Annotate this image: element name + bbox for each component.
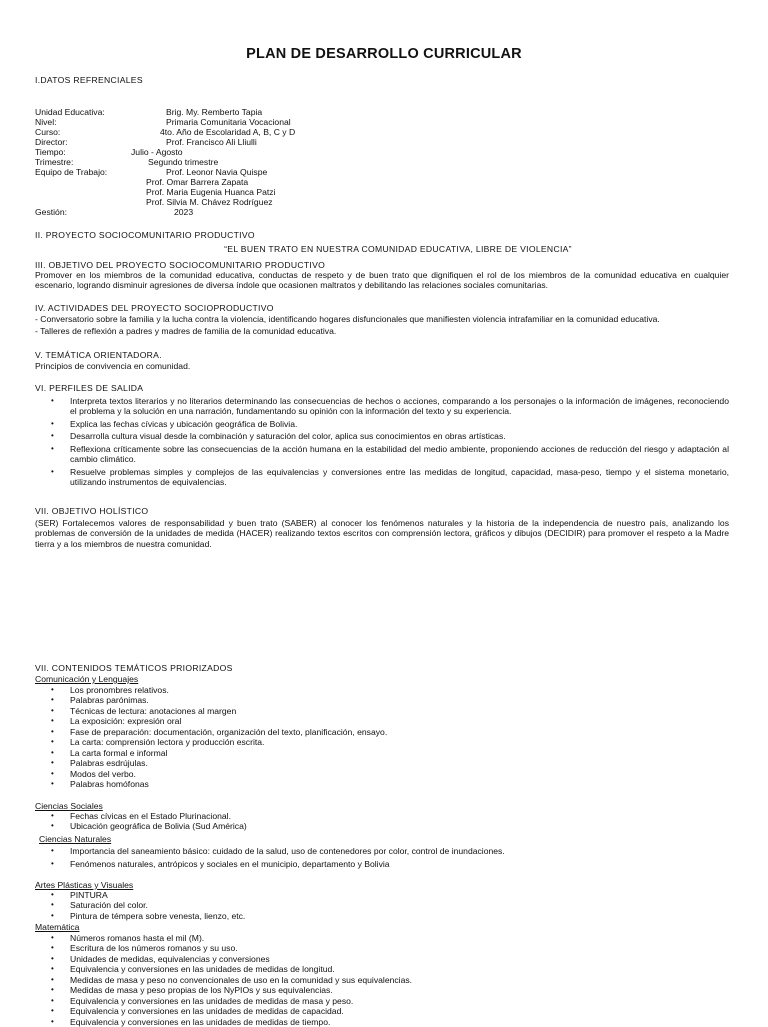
area-list	[35, 811, 247, 832]
list-item: • Desarrolla cultura visual desde la combinación y saturación del color, aplica sus conocimientos en obras artísticas.	[35, 431, 729, 441]
value-equipo-2: Prof. Omar Barrera Zapata	[146, 177, 249, 187]
list-item: • Fechas cívicas en el Estado Plurinacional.	[35, 811, 247, 821]
list-item: • Fenómenos naturales, antrópicos y sociales en el municipio, departamento y Bolivia	[35, 859, 505, 869]
list-item: • Resuelve problemas simples y complejos de las equivalencias y conversiones entre las medidas de longitud, capacidad, masa-peso, tiempo y el sistema monetario, utilizando instrumentos de equivalencias.	[35, 467, 729, 488]
list-item: • Medidas de masa y peso propias de los NyPIOs y sus equivalencias.	[35, 985, 412, 995]
list-item: • Saturación del color.	[35, 900, 245, 910]
section-datos-heading: I.DATOS REFRENCIALES	[35, 75, 143, 85]
list-item: • Escritura de los números romanos y su uso.	[35, 943, 412, 953]
value-curso: 4to. Año de Escolaridad A, B, C y D	[160, 127, 296, 137]
value-equipo-1: Prof. Leonor Navia Quispe	[166, 167, 268, 177]
section-actividades-heading: IV. ACTIVIDADES DEL PROYECTO SOCIOPRODUCTIVO	[35, 303, 274, 313]
list-item: • Interpreta textos literarios y no literarios determinando las consecuencias de hechos o acciones, comparando a los personajes o la información de imágenes, reconociendo el problema y la solución en una narración, fundamentando su opinión con la información del texto y su experiencia.	[35, 396, 729, 417]
area-heading: Comunicación y Lenguajes	[35, 674, 139, 684]
value-nivel: Primaria Comunitaria Vocacional	[166, 117, 291, 127]
area-list	[35, 685, 387, 790]
list-item: • PINTURA	[35, 890, 245, 900]
section-objetivo-heading: III. OBJETIVO DEL PROYECTO SOCIOCOMUNITARIO PRODUCTIVO	[35, 260, 326, 270]
list-item: • Equivalencia y conversiones en las unidades de medidas de capacidad.	[35, 1006, 412, 1016]
label-director: Director:	[35, 137, 68, 147]
value-equipo-4: Prof. Silvia M. Chávez Rodríguez	[146, 197, 273, 207]
value-director: Prof. Francisco Ali Lliulli	[166, 137, 257, 147]
list-item: • Equivalencia y conversiones en las unidades de medidas de masa y peso.	[35, 996, 412, 1006]
list-item: • Equivalencia y conversiones en las unidades de medidas de tiempo.	[35, 1017, 412, 1027]
area-heading: Ciencias Sociales	[35, 801, 103, 811]
list-item: • Modos del verbo.	[35, 769, 387, 779]
label-gestion: Gestión:	[35, 207, 68, 217]
label-curso: Curso:	[35, 127, 61, 137]
value-tiempo: Julio - Agosto	[131, 147, 183, 157]
section-tematica-heading: V. TEMÁTICA ORIENTADORA.	[35, 350, 162, 360]
perfiles-list	[35, 396, 729, 488]
list-item: • Explica las fechas cívicas y ubicación geográfica de Bolivia.	[35, 419, 729, 429]
area-list	[35, 890, 245, 921]
label-trimestre: Trimestre:	[35, 157, 74, 167]
actividad-item: - Talleres de reflexión a padres y madres de familia de la comunidad educativa.	[35, 326, 337, 336]
list-item: • La carta: comprensión lectora y producción escrita.	[35, 737, 387, 747]
list-item: • La exposición: expresión oral	[35, 716, 387, 726]
area-list	[35, 933, 412, 1027]
value-equipo-3: Prof. Maria Eugenia Huanca Patzi	[146, 187, 276, 197]
list-item: • Medidas de masa y peso no convencionales de uso en la comunidad y sus equivalencias.	[35, 975, 412, 985]
list-item: • Importancia del saneamiento básico: cuidado de la salud, uso de contenedores por color, control de inundaciones.	[35, 846, 505, 856]
list-item: • Palabras parónimas.	[35, 695, 387, 705]
label-equipo: Equipo de Trabajo:	[35, 167, 108, 177]
section-perfiles-heading: VI. PERFILES DE SALIDA	[35, 383, 144, 393]
value-gestion: 2023	[174, 207, 194, 217]
proyecto-title: “EL BUEN TRATO EN NUESTRA COMUNIDAD EDUCATIVA, LIBRE DE VIOLENCIA”	[224, 244, 572, 254]
list-item: • Palabras esdrújulas.	[35, 758, 387, 768]
list-item: • Unidades de medidas, equivalencias y conversiones	[35, 954, 412, 964]
list-item: • Ubicación geográfica de Bolivia (Sud América)	[35, 821, 247, 831]
tematica-text: Principios de convivencia en comunidad.	[35, 361, 191, 371]
value-unidad: Brig. My. Remberto Tapia	[166, 107, 263, 117]
list-item: • Palabras homófonas	[35, 779, 387, 789]
section-proyecto-heading: II. PROYECTO SOCIOCOMUNITARIO PRODUCTIVO	[35, 230, 255, 240]
area-heading: Artes Plásticas y Visuales	[35, 880, 134, 890]
list-item: • Números romanos hasta el mil (M).	[35, 933, 412, 943]
section-holistico-heading: VII. OBJETIVO HOLÍSTICO	[35, 506, 149, 516]
area-list	[35, 846, 505, 870]
actividad-item: - Conversatorio sobre la familia y la lucha contra la violencia, identificando hogares disfuncionales que manifiesten violencia intrafamiliar en la comunidad educativa.	[35, 314, 660, 324]
list-item: • Técnicas de lectura: anotaciones al margen	[35, 706, 387, 716]
list-item: • Fase de preparación: documentación, organización del texto, planificación, ensayo.	[35, 727, 387, 737]
objetivo-text: Promover en los miembros de la comunidad educativa, conductas de respeto y de buen trato que dignifiquen el rol de los miembros de la comunidad educativa en cualquier escenario, logrando disminuir agresiones de diversa índole que ocasionen maltratos y debilitando las relaciones sociales comunitarias.	[35, 270, 729, 291]
page-title: PLAN DE DESARROLLO CURRICULAR	[246, 46, 522, 62]
label-unidad: Unidad Educativa:	[35, 107, 105, 117]
label-tiempo: Tiempo:	[35, 147, 66, 157]
section-contenidos-heading: VII. CONTENIDOS TEMÁTICOS PRIORIZADOS	[35, 663, 233, 673]
area-heading: Matemática	[35, 922, 80, 932]
value-trimestre: Segundo trimestre	[148, 157, 219, 167]
list-item: • Los pronombres relativos.	[35, 685, 387, 695]
list-item: • Pintura de témpera sobre venesta, lienzo, etc.	[35, 911, 245, 921]
area-heading: Ciencias Naturales	[39, 834, 112, 844]
holistico-text: (SER) Fortalecemos valores de responsabilidad y buen trato (SABER) al conocer los fenómenos naturales y la historia de la independencia de nuestro país, analizando los problemas de conversión de la unidades de medida (HACER) realizando textos escritos con comprensión lectora, gráficos y dibujos (DECIDIR) para promover el respeto a la Madre tierra y a los miembros de nuestra comunidad.	[35, 518, 729, 549]
list-item: • La carta formal e informal	[35, 748, 387, 758]
label-nivel: Nivel:	[35, 117, 57, 127]
list-item: • Reflexiona críticamente sobre las consecuencias de la acción humana en la estabilidad del medio ambiente, proponiendo acciones de reducción del riesgo y adaptación al cambio climático.	[35, 444, 729, 465]
list-item: • Equivalencia y conversiones en las unidades de medidas de longitud.	[35, 964, 412, 974]
